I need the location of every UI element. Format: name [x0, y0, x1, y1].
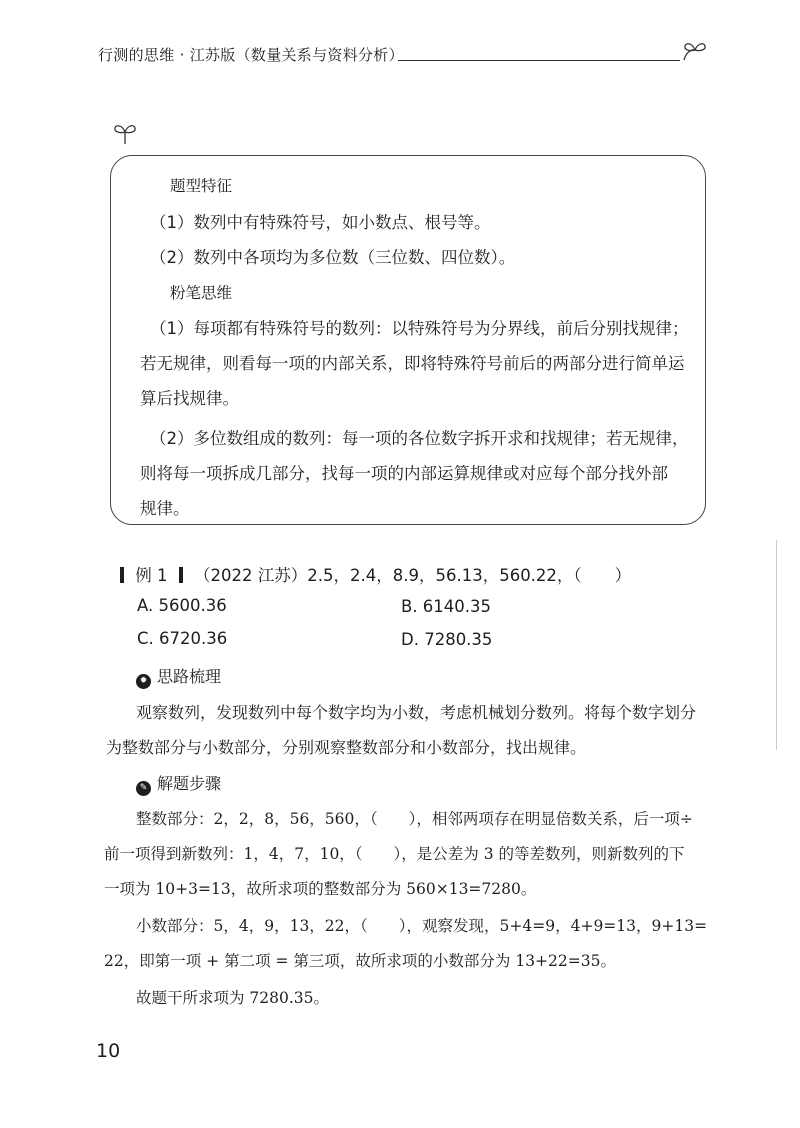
option-b: B. 6140.35 [401, 597, 492, 616]
sprout-icon [110, 120, 140, 146]
feature-item: （1）数列中有特殊符号，如小数点、根号等。 [150, 213, 491, 232]
gear-icon: ✹ [136, 674, 151, 689]
thinking-line: 为整数部分与小数部分，分别观察整数部分和小数部分，找出规律。 [106, 738, 587, 757]
option-d: D. 7280.35 [401, 630, 493, 649]
solution-line: 故题干所求项为 7280.35。 [136, 989, 330, 1007]
label-bar [120, 567, 124, 583]
label-bar [179, 567, 183, 583]
box-paragraph-line: 则将每一项拆成几部分，找每一项的内部运算规律或对应每个部分找外部 [140, 464, 668, 483]
scan-edge-line [776, 540, 777, 750]
header-rule [398, 60, 680, 61]
pen-icon: ✎ [136, 781, 151, 796]
box-paragraph-line: （2）多位数组成的数列：每一项的各位数字拆开求和找规律；若无规律， [150, 429, 689, 448]
box-paragraph-line: 算后找规律。 [140, 389, 239, 408]
solution-line: 整数部分：2，2，8，56，560，（ ），相邻两项存在明显倍数关系，后一项÷ [136, 810, 693, 828]
solution-line: 前一项得到新数列：1，4，7，10，（ ），是公差为 3 的等差数列，则新数列的下 [104, 845, 685, 863]
box-heading-thinking: 粉笔思维 [170, 284, 233, 302]
solution-title: 解题步骤 [157, 774, 222, 793]
thinking-title: 思路梳理 [157, 667, 222, 686]
sprout-icon [680, 38, 710, 64]
option-c: C. 6720.36 [137, 629, 228, 648]
example-question [120, 562, 631, 586]
solution-line: 小数部分：5，4，9，13，22，（ ），观察发现，5+4=9，4+9=13，9+13= [136, 917, 708, 935]
example-label: 例 1 [135, 566, 168, 585]
solution-heading [136, 771, 221, 796]
example-question-text: （2022 江苏）2.5，2.4，8.9，56.13，560.22，（ ） [194, 566, 632, 585]
solution-line: 一项为 10+3=13，故所求项的整数部分为 560×13=7280。 [104, 880, 537, 898]
box-heading-features: 题型特征 [170, 177, 233, 195]
option-a: A. 5600.36 [137, 596, 227, 615]
header-title: 行测的思维 · 江苏版（数量关系与资料分析） [98, 46, 404, 64]
feature-item: （2）数列中各项均为多位数（三位数、四位数）。 [150, 248, 516, 267]
box-paragraph-line: 规律。 [140, 499, 190, 518]
box-paragraph-line: （1）每项都有特殊符号的数列：以特殊符号为分界线，前后分别找规律； [150, 319, 689, 338]
page-number: 10 [96, 1040, 121, 1062]
thinking-line: 观察数列，发现数列中每个数字均为小数，考虑机械划分数列。将每个数字划分 [136, 703, 697, 722]
solution-line: 22，即第一项 + 第二项 = 第三项，故所求项的小数部分为 13+22=35。 [104, 952, 616, 970]
box-paragraph-line: 若无规律，则看每一项的内部关系，即将特殊符号前后的两部分进行简单运 [140, 354, 685, 373]
thinking-heading [136, 664, 221, 689]
